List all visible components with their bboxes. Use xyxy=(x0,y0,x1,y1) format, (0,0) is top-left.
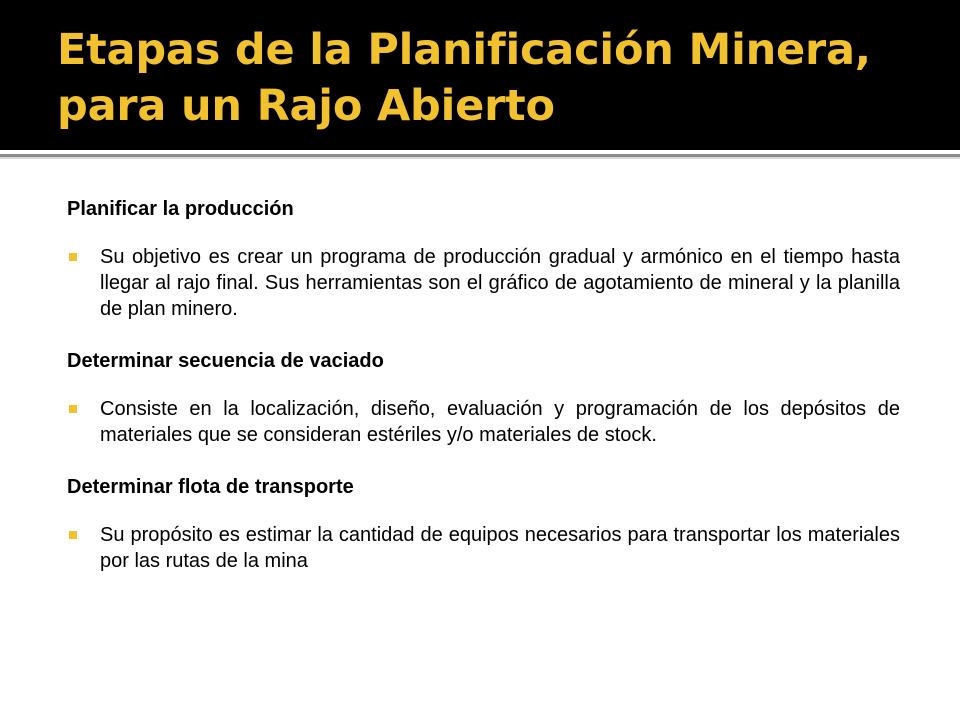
slide-title xyxy=(57,22,937,134)
title-bar xyxy=(0,0,960,150)
section-heading-secuencia-vaciado: Determinar secuencia de vaciado xyxy=(67,350,384,372)
bullet-text: Su objetivo es crear un programa de producción gradual y armónico en el tiempo hasta llegar al rajo final. Sus herramientas son el gráfico de agotamiento de mineral y la planilla de plan minero. xyxy=(100,246,900,320)
square-bullet-icon xyxy=(69,253,77,261)
spacer xyxy=(67,448,900,474)
slide-content xyxy=(67,196,900,574)
bullet-item xyxy=(67,244,900,322)
slide-title-line-1: Etapas de la Planificación Minera, xyxy=(57,25,871,75)
spacer xyxy=(67,322,900,348)
bullet-item xyxy=(67,396,900,448)
spacer xyxy=(67,500,900,522)
section-heading-planificar-produccion: Planificar la producción xyxy=(67,198,294,220)
bullet-text: Consiste en la localización, diseño, evaluación y programación de los depósitos de materiales que se consideran estériles y/o materiales de stock. xyxy=(100,398,900,446)
square-bullet-icon xyxy=(69,531,77,539)
square-bullet-icon xyxy=(69,405,77,413)
bullet-text: Su propósito es estimar la cantidad de equipos necesarios para transportar los materiales por las rutas de la mina xyxy=(100,524,900,572)
spacer xyxy=(67,374,900,396)
title-divider-bottom xyxy=(0,157,960,159)
bullet-item xyxy=(67,522,900,574)
slide-title-line-2: para un Rajo Abierto xyxy=(57,81,555,131)
section-heading-flota-transporte: Determinar flota de transporte xyxy=(67,476,354,498)
spacer xyxy=(67,222,900,244)
